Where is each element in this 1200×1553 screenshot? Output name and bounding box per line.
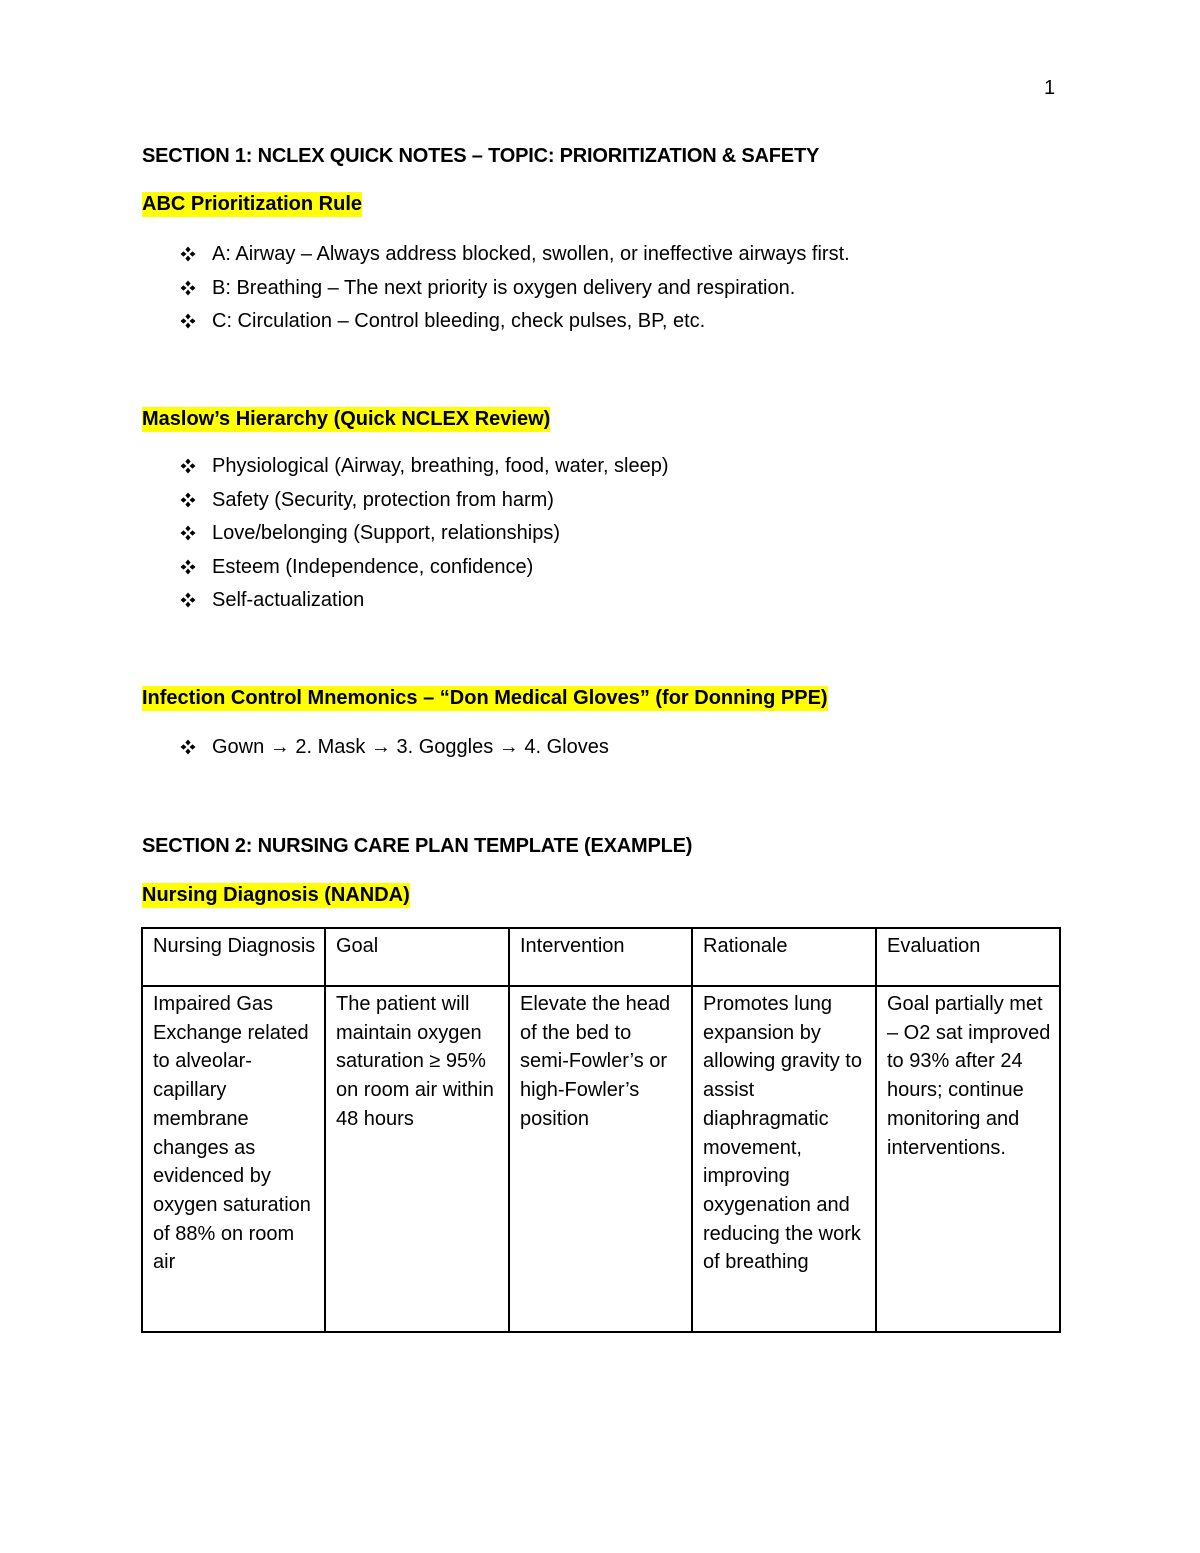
cell-rationale: Promotes lung expansion by allowing gravity to assist diaphragmatic movement, improving oxygenation and reducing the work of breathing bbox=[692, 986, 876, 1332]
maslow-title: Maslow’s Hierarchy (Quick NCLEX Review) bbox=[142, 408, 551, 430]
table-header-row bbox=[142, 928, 1060, 986]
list-item: Safety (Security, protection from harm) bbox=[180, 484, 669, 518]
table-row bbox=[142, 986, 1060, 1332]
nursing-diagnosis-title: Nursing Diagnosis (NANDA) bbox=[142, 884, 410, 906]
cell-evaluation: Goal partially met – O2 sat improved to 93% after 24 hours; continue monitoring and interventions. bbox=[876, 986, 1060, 1332]
four-diamond-bullet-icon bbox=[180, 458, 196, 474]
list-item: Love/belonging (Support, relationships) bbox=[180, 517, 669, 551]
header-goal: Goal bbox=[325, 928, 509, 986]
list-item: Gown → 2. Mask → 3. Goggles → 4. Gloves bbox=[180, 731, 609, 765]
four-diamond-bullet-icon bbox=[180, 559, 196, 575]
list-item: Esteem (Independence, confidence) bbox=[180, 551, 669, 585]
list-item: C: Circulation – Control bleeding, check pulses, BP, etc. bbox=[180, 305, 850, 339]
list-item: A: Airway – Always address blocked, swollen, or ineffective airways first. bbox=[180, 238, 850, 272]
cell-nursing-diagnosis: Impaired Gas Exchange related to alveolar-capillary membrane changes as evidenced by oxygen saturation of 88% on room air bbox=[142, 986, 325, 1332]
infection-control-list bbox=[180, 731, 609, 765]
four-diamond-bullet-icon bbox=[180, 280, 196, 296]
four-diamond-bullet-icon bbox=[180, 246, 196, 262]
abc-list bbox=[180, 238, 850, 339]
section-1-heading: SECTION 1: NCLEX QUICK NOTES – TOPIC: PRIORITIZATION & SAFETY bbox=[142, 145, 820, 167]
section-2-heading: SECTION 2: NURSING CARE PLAN TEMPLATE (EXAMPLE) bbox=[142, 835, 693, 857]
list-item: Physiological (Airway, breathing, food, water, sleep) bbox=[180, 450, 669, 484]
infection-control-title: Infection Control Mnemonics – “Don Medical Gloves” (for Donning PPE) bbox=[142, 687, 828, 709]
four-diamond-bullet-icon bbox=[180, 492, 196, 508]
abc-rule-title: ABC Prioritization Rule bbox=[142, 193, 363, 215]
header-evaluation: Evaluation bbox=[876, 928, 1060, 986]
cell-intervention: Elevate the head of the bed to semi-Fowler’s or high-Fowler’s position bbox=[509, 986, 692, 1332]
header-rationale: Rationale bbox=[692, 928, 876, 986]
four-diamond-bullet-icon bbox=[180, 739, 196, 755]
header-nursing-diagnosis: Nursing Diagnosis bbox=[142, 928, 325, 986]
cell-goal: The patient will maintain oxygen saturation ≥ 95% on room air within 48 hours bbox=[325, 986, 509, 1332]
list-item: Self-actualization bbox=[180, 584, 669, 618]
four-diamond-bullet-icon bbox=[180, 313, 196, 329]
list-item: B: Breathing – The next priority is oxygen delivery and respiration. bbox=[180, 272, 850, 306]
header-intervention: Intervention bbox=[509, 928, 692, 986]
four-diamond-bullet-icon bbox=[180, 525, 196, 541]
maslow-list bbox=[180, 450, 669, 618]
care-plan-table bbox=[141, 927, 1061, 1333]
four-diamond-bullet-icon bbox=[180, 592, 196, 608]
page-number: 1 bbox=[1044, 77, 1056, 99]
